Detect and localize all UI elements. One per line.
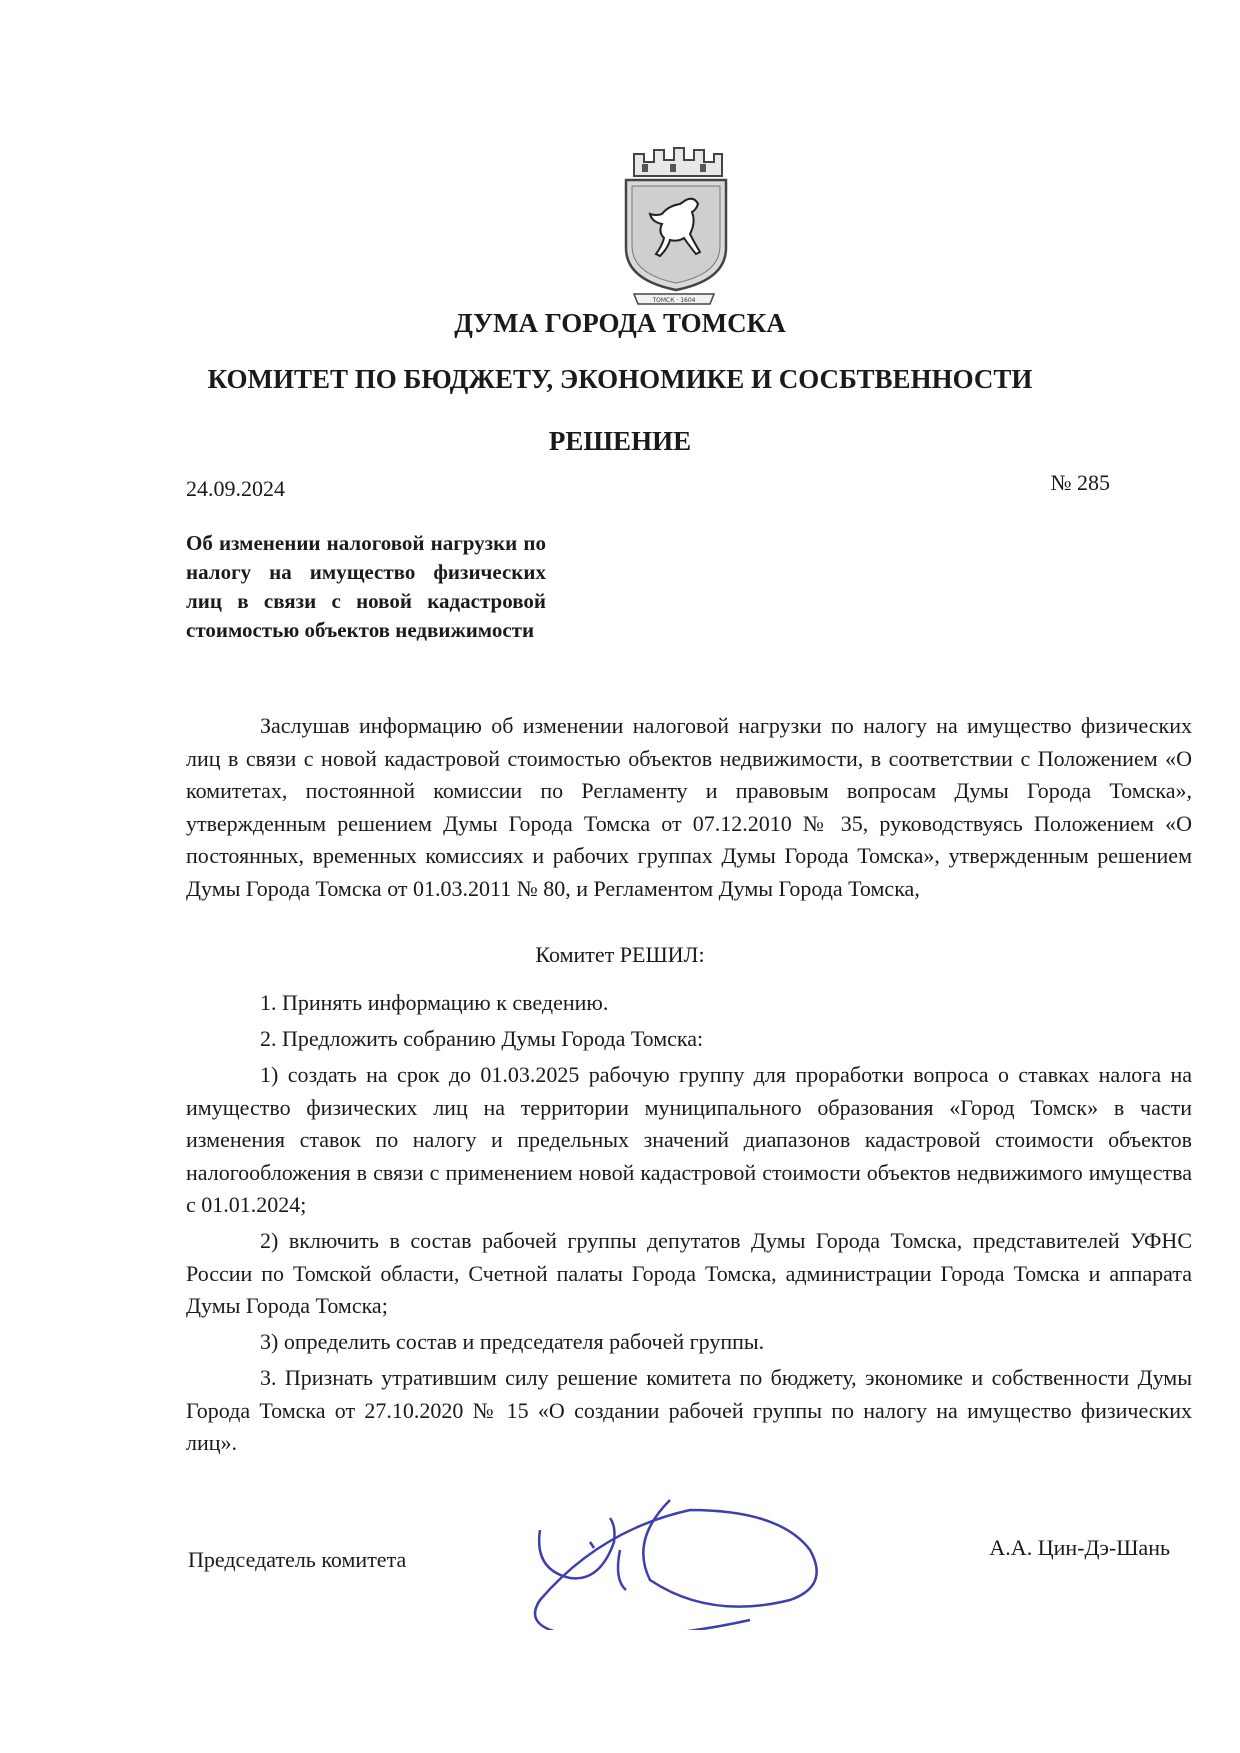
decision-item: 3) определить состав и председателя рабочей группы. xyxy=(260,1329,765,1354)
city-emblem-icon xyxy=(612,138,736,312)
preamble-text: Заслушав информацию об изменении налоговой нагрузки по налогу на имущество физических лиц в связи с новой кадастровой стоимостью объектов недвижимости, в соответствии с Положением «О комитетах, постоянной комиссии по Регламенту и правовым вопросам Думы Города Томска», утвержденным решением Думы Города Томска от 07.12.2010 № 35, руководствуясь Положением «О постоянных, временных комиссиях и рабочих группах Думы Города Томска», утвержденным решением Думы Города Томска от 01.03.2011 № 80, и Регламентом Думы Города Томска, xyxy=(186,713,1192,901)
decision-items xyxy=(186,987,1192,1463)
preamble xyxy=(186,710,1192,905)
document-subject: Об изменении налоговой нагрузки по налогу на имущество физических лиц в связи с новой кадастровой стоимостью объектов недвижимости xyxy=(186,531,546,642)
decision-item: 1. Принять информацию к сведению. xyxy=(260,990,609,1015)
decision-item: 2. Предложить собранию Думы Города Томска: xyxy=(260,1026,704,1051)
decision-item: 1) создать на срок до 01.03.2025 рабочую группу для проработки вопроса о ставках налога на имущество физических лиц на территории муниципального образования «Город Томск» в части изменения ставок по налогу и предельных значений диапазонов кадастровой стоимости объектов налогообложения в связи с применением новой кадастровой стоимости объектов недвижимого имущества с 01.01.2024; xyxy=(186,1062,1192,1217)
svg-text:ТОМСК · 1604: ТОМСК · 1604 xyxy=(652,297,696,304)
committee-title: КОМИТЕТ ПО БЮДЖЕТУ, ЭКОНОМИКЕ И СОСБТВЕННОСТИ xyxy=(207,364,1033,394)
organization-title: ДУМА ГОРОДА ТОМСКА xyxy=(454,308,786,338)
decision-item: 2) включить в состав рабочей группы депутатов Думы Города Томска, представителей УФНС России по Томской области, Счетной палаты Города Томска, администрации Города Томска и аппарата Думы Города Томска; xyxy=(186,1228,1192,1318)
decided-heading: Комитет РЕШИЛ: xyxy=(535,942,705,967)
decision-item: 3. Признать утратившим силу решение комитета по бюджету, экономике и собственности Думы Города Томска от 27.10.2020 № 15 «О создании рабочей группы по налогу на имущество физических лиц». xyxy=(186,1365,1192,1455)
document-number: № 285 xyxy=(1050,470,1110,495)
handwritten-signature-icon xyxy=(470,1490,910,1630)
signatory-name: А.А. Цин-Дэ-Шань xyxy=(989,1535,1170,1560)
document-date: 24.09.2024 xyxy=(186,476,285,501)
signatory-position: Председатель комитета xyxy=(188,1547,407,1572)
document-type-title: РЕШЕНИЕ xyxy=(548,426,692,456)
